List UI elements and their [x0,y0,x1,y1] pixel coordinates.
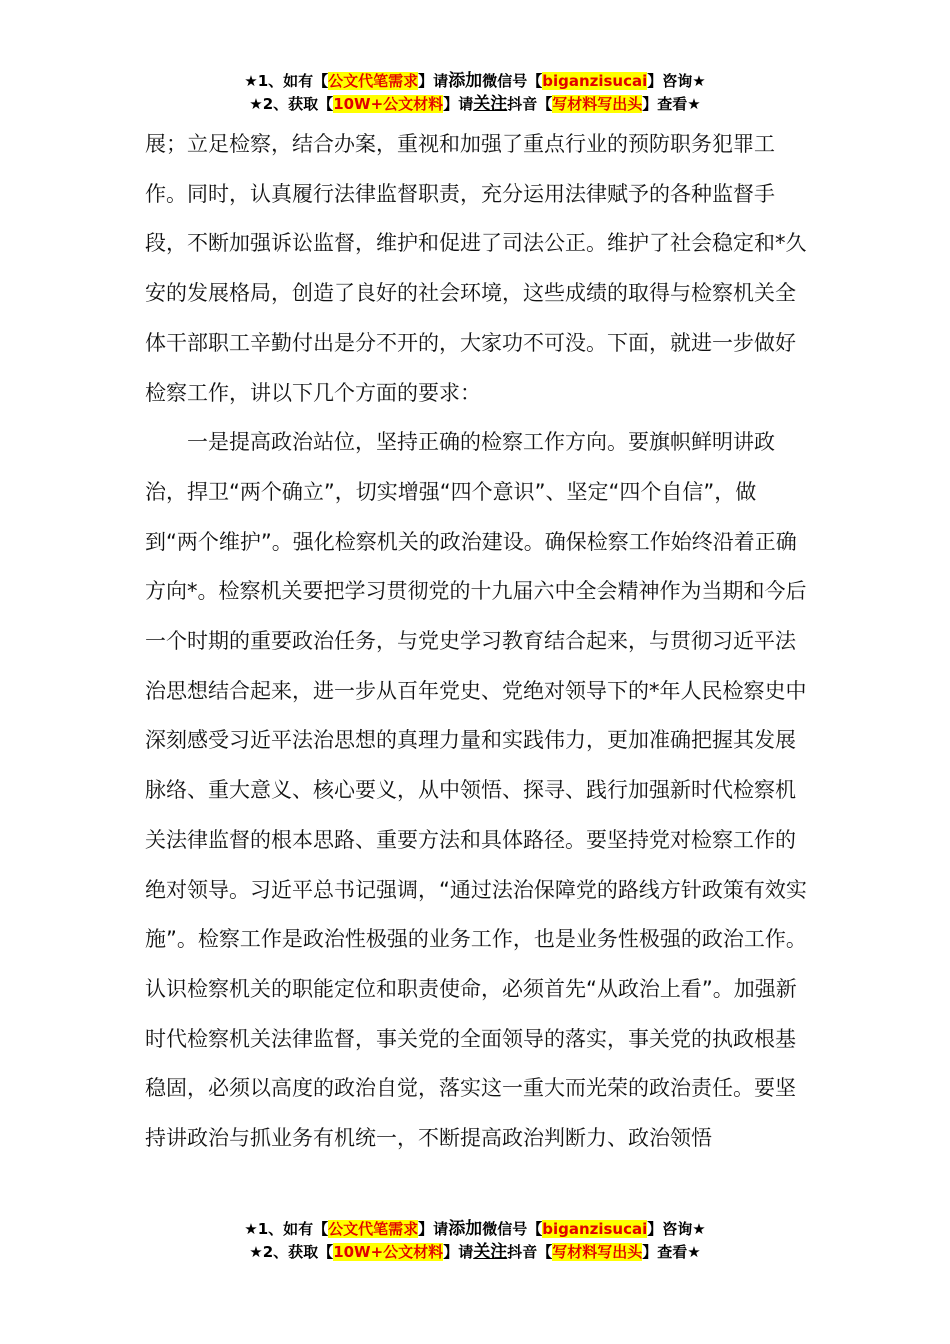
highlight-service: 公文代笔需求 [328,72,419,90]
header-banner [0,70,950,116]
highlight-materials: 10W+公文材料 [333,1243,444,1261]
banner-text: 】请 [443,1243,474,1261]
highlight-douyin: 写材料写出头 [552,95,643,113]
banner-line-2 [0,1241,950,1264]
banner-text: 微信号【 [482,1220,543,1238]
highlight-wechat-id: biganzisucai [542,72,648,90]
banner-text: 抖音【 [507,95,553,113]
banner-emphasis: 关注 [473,1242,508,1262]
document-body [145,120,807,1164]
highlight-wechat-id: biganzisucai [542,1220,648,1238]
paragraph-continuation: 展；立足检察，结合办案，重视和加强了重点行业的预防职务犯罪工作。同时，认真履行法律监督职责，充分运用法律赋予的各种监督手段，不断加强诉讼监督，维护和促进了司法公正。维护了社会稳定和*久安的发展格局，创造了良好的社会环境，这些成绩的取得与检察机关全体干部职工辛勤付出是分不开的，大家功不可没。下面，就进一步做好检察工作，讲以下几个方面的要求： [145,132,807,405]
footer-banner [0,1218,950,1264]
banner-line-1 [0,70,950,93]
highlight-douyin: 写材料写出头 [552,1243,643,1261]
banner-text: 】咨询★ [647,72,706,90]
banner-text: 】查看★ [642,1243,701,1261]
banner-text: 抖音【 [507,1243,553,1261]
banner-text: 】请 [418,1220,449,1238]
banner-text: 微信号【 [482,72,543,90]
banner-emphasis: 添加 [448,71,483,91]
highlight-materials: 10W+公文材料 [333,95,444,113]
banner-text: 】查看★ [642,95,701,113]
banner-text: 】咨询★ [647,1220,706,1238]
banner-text: ★2、获取【 [249,1243,334,1261]
banner-line-2 [0,93,950,116]
banner-line-1 [0,1218,950,1241]
paragraph-political-stance: 一是提高政治站位，坚持正确的检察工作方向。要旗帜鲜明讲政治，捍卫“两个确立”，切实增强“四个意识”、坚定“四个自信”，做到“两个维护”。强化检察机关的政治建设。确保检察工作始终沿着正确方向*。检察机关要把学习贯彻党的十九届六中全会精神作为当期和今后一个时期的重要政治任务，与党史学习教育结合起来，与贯彻习近平法治思想结合起来，进一步从百年党史、党绝对领导下的*年人民检察史中深刻感受习近平法治思想的真理力量和实践伟力，更加准确把握其发展脉络、重大意义、核心要义，从中领悟、探寻、践行加强新时代检察机关法律监督的根本思路、重要方法和具体路径。要坚持党对检察工作的绝对领导。习近平总书记强调，“通过法治保障党的路线方针政策有效实施”。检察工作是政治性极强的业务工作，也是业务性极强的政治工作。认识检察机关的职能定位和职责使命，必须首先“从政治上看”。加强新时代检察机关法律监督，事关党的全面领导的落实，事关党的执政根基稳固，必须以高度的政治自觉，落实这一重大而光荣的政治责任。要坚持讲政治与抓业务有机统一，不断提高政治判断力、政治领悟 [145,430,807,1151]
banner-text: ★1、如有【 [244,72,329,90]
banner-text: 】请 [418,72,449,90]
banner-emphasis: 关注 [473,94,508,114]
banner-emphasis: 添加 [448,1219,483,1239]
banner-text: 】请 [443,95,474,113]
banner-text: ★2、获取【 [249,95,334,113]
banner-text: ★1、如有【 [244,1220,329,1238]
highlight-service: 公文代笔需求 [328,1220,419,1238]
